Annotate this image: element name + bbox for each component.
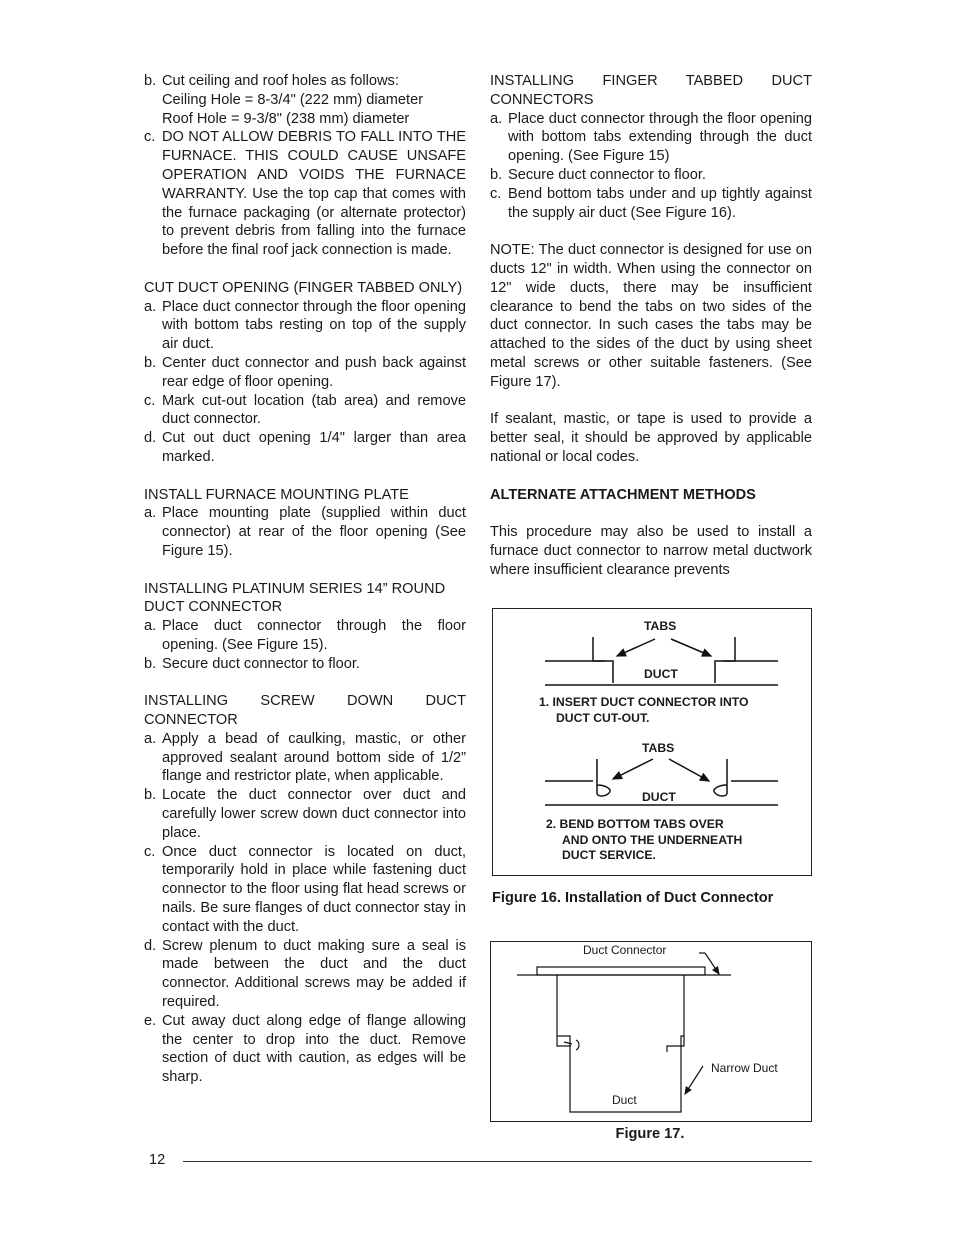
platinum-heading: INSTALLING PLATINUM SERIES 14” ROUND DUCT CONNECTOR (144, 580, 446, 616)
duct-label: Duct (612, 1093, 637, 1107)
page-number: 12 (149, 1152, 166, 1168)
cut-duct-heading: CUT DUCT OPENING (FINGER TABBED ONLY) (144, 279, 463, 296)
step-2-instruction: 2. BEND BOTTOM TABS OVER AND ONTO THE UNDERNEATH DUCT SERVICE. (546, 817, 743, 862)
bent-tab-right-2 (714, 759, 727, 796)
finger-tabbed-heading: INSTALLING FINGER TABBED DUCT CONNECTORS (490, 73, 812, 108)
list-item: c. Bend bottom tabs under and up tightly against the supply air duct (See Figure 16). (490, 185, 812, 221)
figure-16-caption: Figure 16. Installation of Duct Connector (492, 890, 774, 906)
connector-tab-left-1 (593, 637, 613, 683)
screw-down-list (144, 730, 466, 1087)
alt-methods-heading: ALTERNATE ATTACHMENT METHODS (490, 486, 756, 503)
figure-17-drawing (491, 942, 811, 1121)
list-item: c. DO NOT ALLOW DEBRIS TO FALL INTO THE FURNACE. THIS COULD CAUSE UNSAFE OPERATION AND VOIDS THE FURNACE WARRANTY. Use the top cap that comes with the furnace packaging (or alternate protector) to prevent debris from falling into the furnace before the final roof jack connection is made. (144, 129, 466, 259)
leader-connector-arrow (705, 953, 719, 974)
mounting-plate-list (144, 504, 466, 560)
debris-warning: DO NOT ALLOW DEBRIS TO FALL INTO THE FURNACE. THIS COULD CAUSE UNSAFE OPERATION AND VOIDS THE FURNACE WARRANTY. Use the top cap that comes with the furnace packaging (or alternate protector) to prevent debris from falling into the furnace before the final roof jack connection is made. (162, 129, 466, 259)
step-1-instruction: 1. INSERT DUCT CONNECTOR INTO DUCT CUT-OUT. (539, 695, 749, 725)
tabs-label-2: TABS (642, 741, 675, 755)
alt-methods-paragraph: This procedure may also be used to install a furnace duct connector to narrow metal ductwork where insufficient clearance prevents (490, 524, 812, 578)
list-item: a. Place duct connector through the floor opening with bottom tabs extending through the duct opening. (See Figure 15) (490, 110, 812, 165)
note-paragraph: NOTE: The duct connector is designed for use on ducts 12" in width. When using the connector on 12" wide ducts, there may be insufficient clearance to bend the tabs on two sides of the duct connector. In such cases the tabs may be attached to the sides of the duct by using sheet metal screws or other suitable fasteners. (See Figure 17). (490, 242, 812, 390)
platinum-list (144, 617, 466, 673)
list-item: b. Center duct connector and push back against rear edge of floor opening. (144, 354, 466, 390)
list-item: d. Screw plenum to duct making sure a seal is made between the duct and the duct connector. Additional screws may be added if required. (144, 937, 466, 1011)
list-item: a. Apply a bead of caulking, mastic, or other approved sealant around bottom side of 1/2” flange and restrictor plate, when applicable. (144, 730, 466, 785)
arrow-left-1 (617, 639, 655, 656)
list-item: b. Cut ceiling and roof holes as follows: Ceiling Hole = 8-3/4" (222 mm) diameter Roof Hole = 9-3/8" (238 mm) diameter (144, 72, 466, 128)
duct-connector-label: Duct Connector (583, 943, 667, 957)
tabs-label-1: TABS (644, 619, 677, 633)
list-item: b. Locate the duct connector over duct and carefully lower screw down duct connector into place. (144, 787, 466, 841)
duct-outline (557, 975, 684, 1112)
list-item: a. Place duct connector through the floor opening. (See Figure 15). (144, 618, 466, 653)
arrow-left-2 (613, 759, 653, 779)
figure-16 (492, 608, 812, 876)
duct-connector-flange (537, 967, 705, 975)
bent-tab-left-2 (597, 759, 610, 796)
roof-hole-text: Roof Hole = 9-3/8" (238 mm) diameter (162, 110, 410, 127)
list-item: c. Once duct connector is located on duct, temporarily hold in place while fastening duct connector to the floor using flat head screws or nails. Be sure flanges of duct connector stay in contact with the duct. (144, 843, 466, 935)
leader-narrow-duct-arrow (685, 1066, 703, 1094)
figure-17 (490, 941, 812, 1122)
screw-down-heading: INSTALLING SCREW DOWN DUCT CONNECTOR (144, 693, 466, 729)
list-item: a. Place duct connector through the floor opening with bottom tabs resting on top of the supply air duct. (144, 298, 466, 353)
list-item: b. Secure duct connector to floor. (144, 655, 360, 672)
arrow-right-2 (669, 759, 709, 781)
duct-label-1: DUCT (644, 667, 678, 681)
narrow-duct-label: Narrow Duct (711, 1061, 778, 1075)
list-item: b. Secure duct connector to floor. (490, 166, 706, 183)
footer-rule (183, 1161, 812, 1162)
left-flange (557, 1036, 571, 1046)
list-item: e. Cut away duct along edge of flange allowing the center to drop into the duct. Remove section of duct with caution, as edges will be sharp. (144, 1012, 466, 1086)
sealant-paragraph: If sealant, mastic, or tape is used to provide a better seal, it should be approved by applicable national or local codes. (490, 411, 812, 465)
finger-tabbed-list (490, 110, 812, 223)
list-item: a. Place mounting plate (supplied within duct connector) at rear of the floor opening (See Figure 15). (144, 505, 466, 559)
left-tab-curl (576, 1040, 579, 1050)
cut-holes-text: Cut ceiling and roof holes as follows: (162, 73, 399, 89)
connector-tab-right-1 (715, 637, 735, 683)
left-column (144, 72, 466, 1087)
cut-duct-list (144, 298, 466, 467)
arrow-right-1 (671, 639, 711, 656)
left-tab-mark (564, 1042, 572, 1044)
duct-label-2: DUCT (642, 790, 676, 804)
list-item: c. Mark cut-out location (tab area) and remove duct connector. (144, 392, 466, 428)
mounting-plate-heading: INSTALL FURNACE MOUNTING PLATE (144, 486, 409, 503)
ceiling-hole-text: Ceiling Hole = 8-3/4" (222 mm) diameter (162, 91, 424, 108)
right-column (490, 72, 812, 580)
intro-list (144, 72, 466, 260)
list-item: d. Cut out duct opening 1/4" larger than area marked. (144, 430, 466, 465)
figure-17-caption: Figure 17. (615, 1126, 685, 1142)
